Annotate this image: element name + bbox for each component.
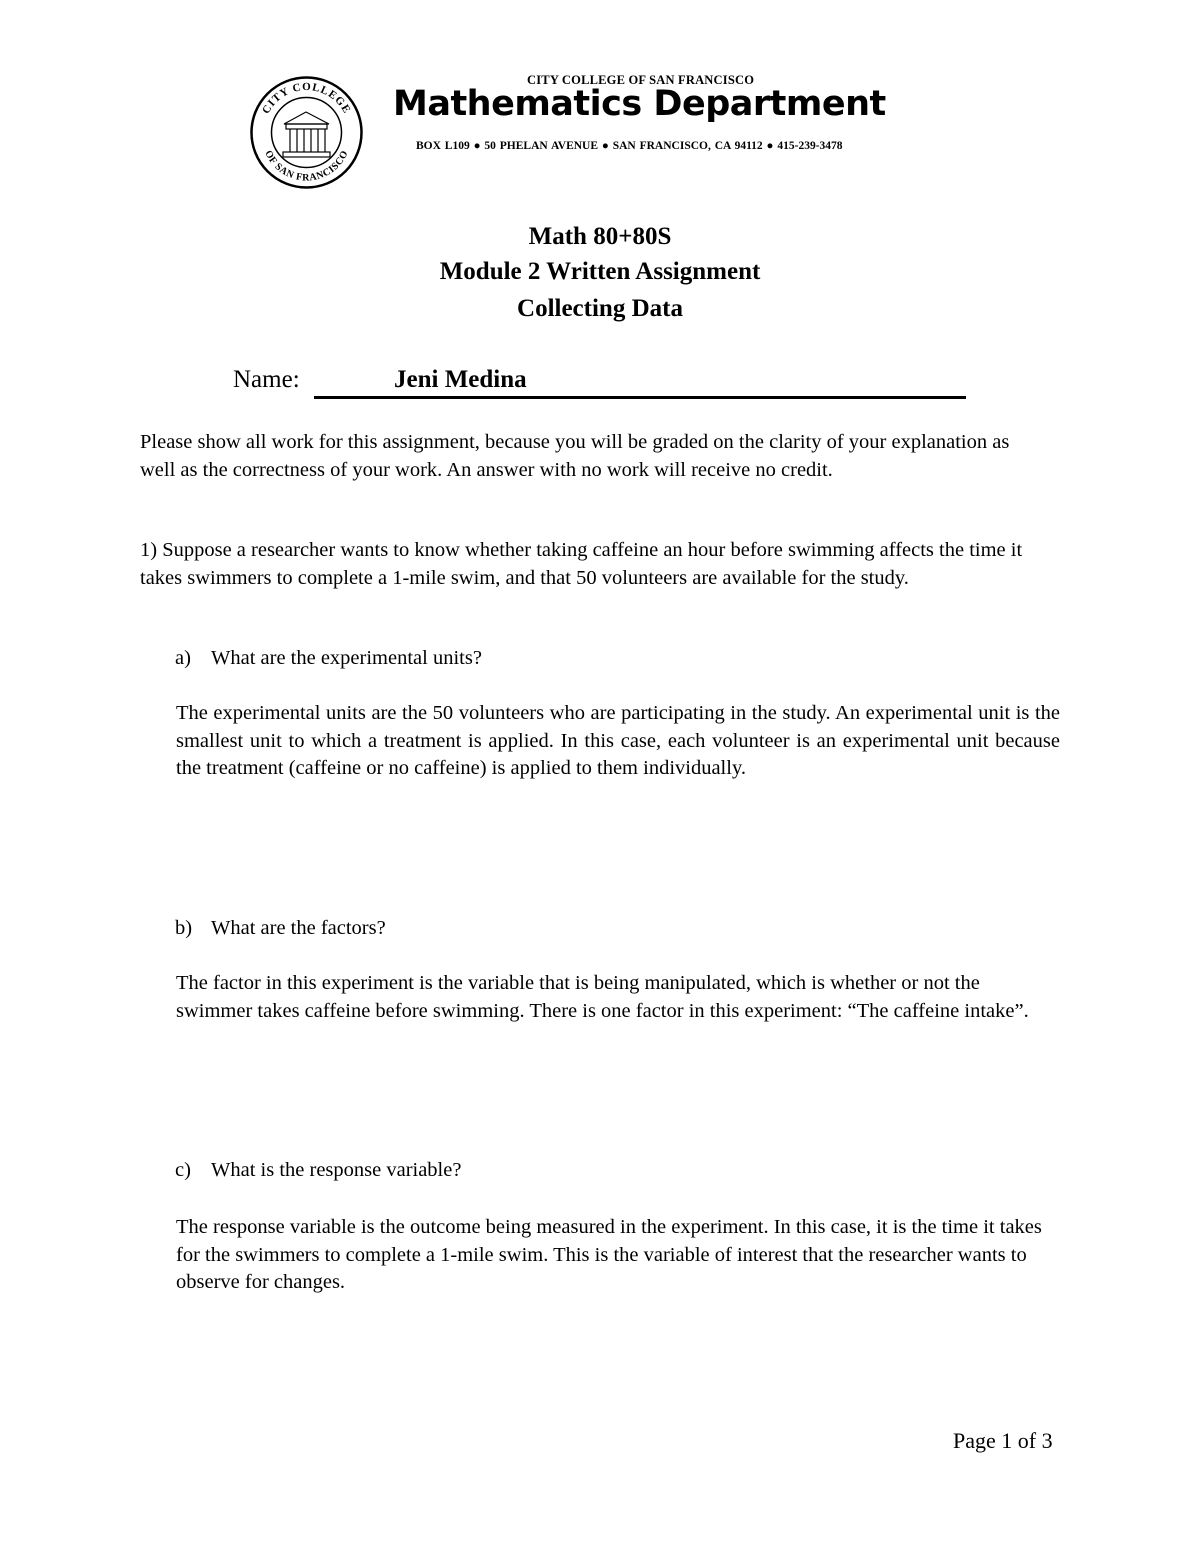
college-seal-logo xyxy=(250,76,363,189)
svg-text:OF SAN FRANCISCO: OF SAN FRANCISCO xyxy=(262,148,351,184)
question-1-prompt: 1) Suppose a researcher wants to know whether taking caffeine an hour before swimming affects the time it takes swimmers to complete a 1-mile swim, and that 50 volunteers are available for the study. xyxy=(140,539,1023,589)
question-1c-letter: c) xyxy=(175,1159,191,1181)
page-number: Page 1 of 3 xyxy=(953,1428,1053,1453)
name-label: Name: xyxy=(233,366,300,393)
question-1a-text: What are the experimental units? xyxy=(211,647,482,669)
answer-1b: The factor in this experiment is the variable that is being manipulated, which is whether or not the swimmer takes caffeine before swimming. There is one factor in this experiment: “The caffeine intake”. xyxy=(176,972,1029,1022)
college-name: CITY COLLEGE OF SAN FRANCISCO xyxy=(527,73,755,87)
question-1b-text: What are the factors? xyxy=(211,917,386,939)
department-address: BOX L109 ● 50 PHELAN AVENUE ● SAN FRANCISCO, CA 94112 ● 415-239-3478 xyxy=(416,140,843,152)
assignment-title: Module 2 Written Assignment xyxy=(439,258,761,285)
question-1c-label xyxy=(175,1159,461,1182)
answer-1a: The experimental units are the 50 volunteers who are participating in the study. An experimental unit is the smallest unit to which a treatment is applied. In this case, each volunteer is an experimental unit because the treatment (caffeine or no caffeine) is applied to them individually. xyxy=(176,702,1060,779)
question-1b-letter: b) xyxy=(175,917,193,939)
student-name: Jeni Medina xyxy=(394,366,527,393)
question-1b-label xyxy=(175,917,386,940)
course-title: Math 80+80S xyxy=(528,223,672,250)
question-1a-label xyxy=(175,647,482,670)
question-1c-text: What is the response variable? xyxy=(211,1159,462,1181)
answer-1c: The response variable is the outcome being measured in the experiment. In this case, it is the time it takes for the swimmers to complete a 1-mile swim. This is the variable of interest that the researcher wants to observe for changes. xyxy=(176,1216,1042,1293)
instructions: Please show all work for this assignment, because you will be graded on the clarity of your explanation as well as the correctness of your work. An answer with no work will receive no credit. xyxy=(140,431,1010,481)
svg-text:CITY COLLEGE: CITY COLLEGE xyxy=(260,80,353,117)
question-1a-letter: a) xyxy=(175,647,191,669)
assignment-topic: Collecting Data xyxy=(517,295,683,322)
department-title: Mathematics Department xyxy=(393,84,886,124)
